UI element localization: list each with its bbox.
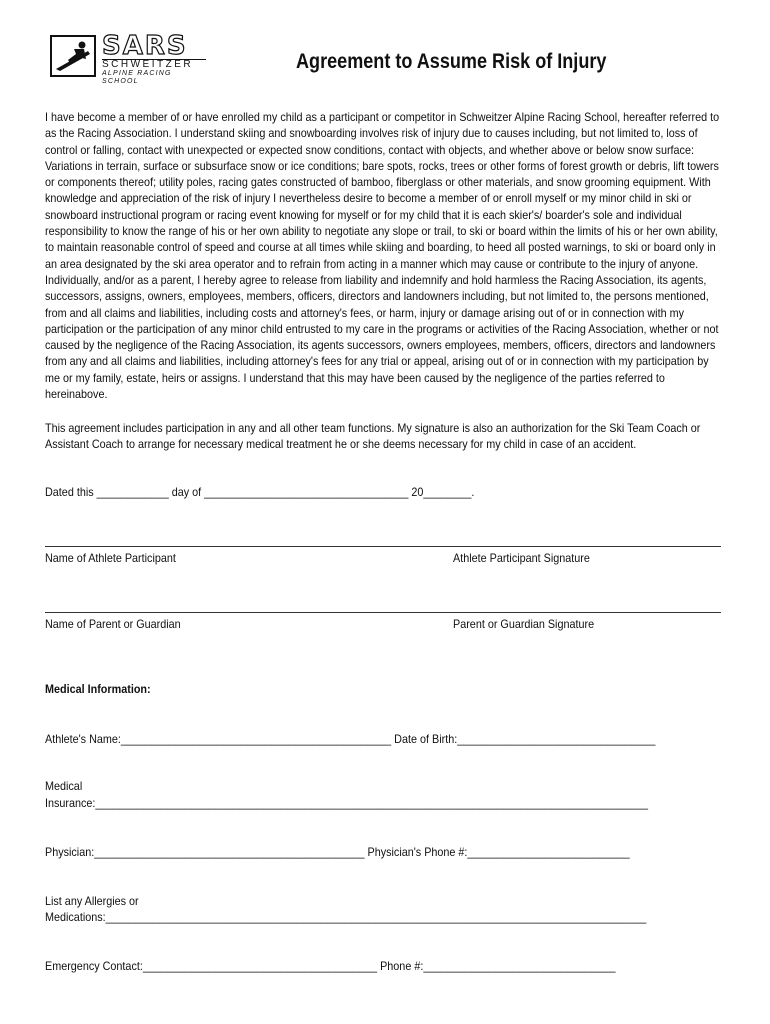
athlete-name-label: Name of Athlete Participant <box>45 551 176 565</box>
authorization-paragraph: This agreement includes participation in any and all other team functions. My signature is also an authorization for the Ski Team Coach or Assistant Coach to arrange for necessary medical treatment he or she deems necessary for my child in case of an accident. <box>45 421 701 452</box>
dated-line[interactable]: Dated this ____________ day of __________________________________ 20________. <box>45 485 475 499</box>
athletes-name-field[interactable]: Athlete's Name:_____________________________________________ Date of Birth:_________________________________ <box>45 732 656 746</box>
medical-heading: Medical Information: <box>45 682 151 696</box>
skier-logo-icon <box>50 35 96 77</box>
allergies-field[interactable]: Medications:__________________________________________________________________________________________ <box>45 910 647 924</box>
page-title: Agreement to Assume Risk of Injury <box>296 50 607 73</box>
parent-signature-rule[interactable] <box>45 612 721 613</box>
logo-tagline: ALPINE RACING SCHOOL <box>102 70 172 85</box>
medical-insurance-field[interactable]: Insurance:____________________________________________________________________________________________ <box>45 796 649 810</box>
logo-subtitle: SCHWEITZER <box>102 59 194 70</box>
parent-name-label: Name of Parent or Guardian <box>45 617 181 631</box>
physician-field[interactable]: Physician:_____________________________________________ Physician's Phone #:___________________________ <box>45 845 630 859</box>
emergency-contact-field[interactable]: Emergency Contact:_______________________________________ Phone #:________________________________ <box>45 959 616 973</box>
medical-insurance-label: Medical <box>45 779 83 793</box>
allergies-label: List any Allergies or <box>45 894 139 908</box>
logo-wordmark: SARS <box>102 31 188 61</box>
parent-signature-label: Parent or Guardian Signature <box>453 617 595 631</box>
sars-logo <box>50 31 210 85</box>
release-paragraph: I have become a member of or have enrolled my child as a participant or competitor in Schweitzer Alpine Racing School, hereafter referred to as the Racing Association. I understand skiing and snowboarding involves risk of injury due to causes including, but not limited to, loss of control or falling, contact with unexpected or expected snow conditions, contact with objects, and whether above or below snow surface: Variations in terrain, surface or subsurface snow or ice conditions; bare spots, rocks, trees or other forms of forest growth or debris, lift towers or components thereof; utility poles, racing gates constructed of bamboo, fiberglass or other materials, and snow grooming equipment. With knowledge and appreciation of the risk of injury I nevertheless desire to become a member of or enroll myself or my minor child in ski or snowboard instructional program or racing event knowing for myself or for my child that it is each skier's/ boarder's sole and individual responsibility to know the range of his or her own ability to negotiate any slope or trail, to ski or board within the limits of his or her own ability, to maintain reasonable control of speed and course at all times while skiing and boarding, to heed all posted warnings, to ski or board only in an area designated by the ski area operator and to refrain from acting in a manner which may cause or contribute to the injury of anyone. Individually, and/or as a parent, I hereby agree to release from liability and indemnify and hold harmless the Racing Association, its agents, successors, assigns, owners, employees, members, officers, directors and landowners including, but not limited to, the persons mentioned, from and all claims and liabilities, including costs and attorney's fees, or harm, injury or damage arising out of or in connection with my participation or the participation of any minor child entrusted to my care in the programs or activities of the Racing Association, whether or not caused by the negligence of the Racing Association, its agents successors, owners employees, members, officers, directors and landowners from any and all claims and liabilities, including attorney's fees for any trial or appeal, arising out of or in connection with my participation by me or my family, estate, heirs or assigns. I understand that this may have been caused by the negligence of the parties referred to hereinabove. <box>45 110 720 402</box>
athlete-signature-label: Athlete Participant Signature <box>453 551 590 565</box>
athlete-signature-rule[interactable] <box>45 546 721 547</box>
